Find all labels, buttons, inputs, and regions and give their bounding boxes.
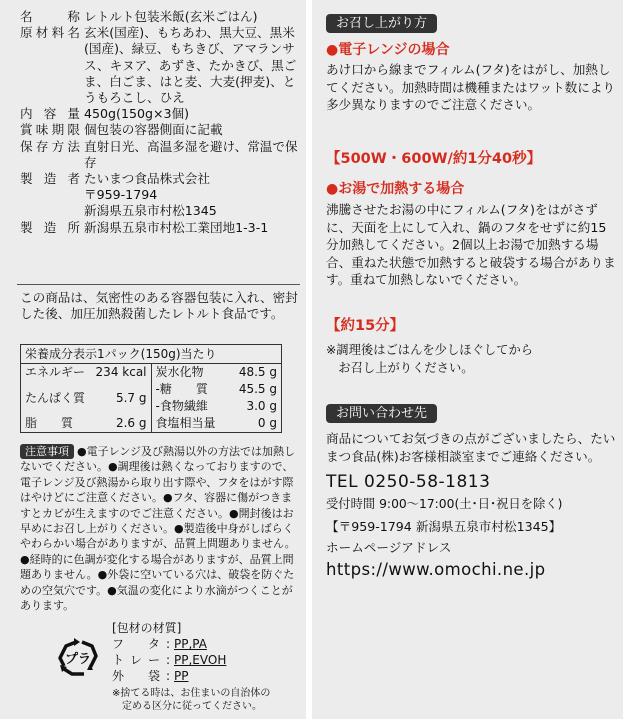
nutrition-row (152, 364, 282, 381)
contact-text: 商品についてお気づきの点がございましたら、たいまつ食品(株)お客様相談室までご連絡ください。 (326, 431, 616, 464)
nutrition-key: エネルギー (25, 365, 86, 379)
microwave-title: ●電子レンジの場合 (326, 42, 450, 58)
cooking-header: お召し上がり方 (326, 14, 437, 33)
packaging-label: トレー: (112, 653, 170, 667)
after-cook-note: ※調理後はごはんを少しほぐしてから お召し上がりください。 (326, 343, 534, 375)
spec-label: 名 称 (20, 9, 80, 24)
packaging-materials (112, 620, 226, 684)
product-note: この商品は、気密性のある容器包装に入れ、密封した後、加圧加熱殺菌したレトルト食品です。 (20, 290, 298, 322)
nutrition-row (152, 415, 282, 432)
nutrition-row (21, 381, 151, 415)
packaging-value: PP,EVOH (174, 653, 227, 667)
spec-value: 個包装の容器側面に記載 (84, 122, 223, 138)
caution-text: ●電子レンジ及び熱湯以外の方法では加熱しないでください。●調理後は熱くなっておりますので、電子レンジ及び熱湯から取り出す際や、フタをはがす際はやけどにご注意ください。●フタ、容器に傷がつきますとカビが生えますのでご注意ください。●開封後はお早めにお召し上がりください。●製造後中身がしばらくやわらかい場合がありますが、品質上問題ありません。●経時的に色調が変化する場合がありますが、品質上問題ありません。●外袋に空いている穴は、破袋を防ぐための空気穴です。●気温の変化により水滴がつくことがあります。 (20, 445, 296, 613)
spec-row-expiry (20, 122, 300, 138)
contact-address: 【〒959-1794 新潟県五泉市村松1345】 (326, 519, 562, 534)
spec-row-contents (20, 106, 300, 122)
nutrition-key: 脂 質 (25, 416, 74, 430)
nutrition-table (20, 344, 282, 433)
spec-value: 直射日光、高温多湿を避け、常温で保存 (84, 138, 298, 170)
divider (17, 284, 300, 285)
homepage-label: ホームページアドレス (326, 540, 452, 555)
packaging-value: PP,PA (174, 637, 207, 651)
spec-label: 製 造 所 (20, 219, 80, 235)
contact-tel: TEL 0250-58-1813 (326, 472, 491, 492)
nutrition-row (21, 415, 151, 432)
packaging-title: [包材の材質] (112, 621, 182, 635)
packaging-row (112, 652, 226, 668)
left-panel (0, 0, 306, 719)
nutrition-key: -食物繊維 (155, 399, 208, 413)
boil-title: ●お湯で加熱する場合 (326, 181, 465, 197)
packaging-value: PP (174, 669, 189, 683)
contact-hours: 受付時間 9:00〜17:00(土･日･祝日を除く) (326, 497, 563, 511)
nutrition-key: -糖 質 (155, 382, 208, 396)
spec-row-ingredients (20, 25, 300, 106)
spec-table (20, 9, 300, 236)
right-panel (312, 0, 623, 719)
spec-value: 玄米(国産)、もちあわ、黒大豆、黒米(国産)、緑豆、もちきび、アマランサス、キヌア、あずき、たかきび、黒ごま、白ごま、はと麦、大麦(押麦)、とうもろこし、ひえ (84, 25, 297, 106)
nutrition-row (152, 398, 282, 415)
nutrition-value: 3.0 g (246, 399, 277, 413)
nutrition-key: 炭水化物 (155, 365, 204, 379)
spec-row-name (20, 9, 300, 25)
nutrition-header: 栄養成分表示1パック(150g)当たり (21, 345, 281, 364)
microwave-text: あけ口から線までフィルム(フタ)をはがし、加熱してください。加熱時間は機種またはワット数により多少異なりますのでご注意ください。 (326, 62, 616, 112)
spec-row-factory (20, 220, 300, 236)
nutrition-key: 食塩相当量 (155, 416, 216, 430)
nutrition-value: 45.5 g (238, 382, 277, 396)
nutrition-value: 0 g (257, 416, 277, 430)
spec-row-storage (20, 139, 300, 171)
nutrition-value: 48.5 g (238, 365, 277, 379)
spec-label: 製 造 者 (20, 171, 80, 187)
spec-value: 450g(150g×3個) (84, 106, 190, 122)
spec-label: 原材料名 (20, 25, 80, 41)
spec-label: 賞味期限 (20, 122, 80, 138)
recycle-icon-label: プラ (64, 652, 92, 667)
spec-value: 新潟県五泉市村松工業団地1-3-1 (84, 219, 269, 235)
contact-header: お問い合わせ先 (326, 404, 437, 423)
nutrition-key: たんぱく質 (25, 391, 86, 405)
packaging-label: 外 袋: (112, 669, 170, 683)
homepage-url: https://www.omochi.ne.jp (326, 560, 546, 579)
packaging-row (112, 668, 226, 684)
nutrition-row (21, 364, 151, 381)
spec-label: 内 容 量 (20, 106, 80, 122)
recycle-pla-icon (56, 636, 100, 680)
caution-badge: 注意事項 (20, 444, 74, 459)
nutrition-value: 2.6 g (115, 416, 147, 430)
spec-label: 保存方法 (20, 138, 80, 154)
caution-notes (20, 444, 302, 613)
spec-value: たいまつ食品株式会社 〒959-1794 新潟県五泉市村松1345 (84, 171, 217, 219)
nutrition-value: 234 kcal (95, 365, 147, 379)
spec-row-maker (20, 171, 300, 220)
packaging-row (112, 636, 226, 652)
nutrition-row (152, 381, 282, 398)
nutrition-value: 5.7 g (115, 391, 147, 405)
boil-text: 沸騰させたお湯の中にフィルム(フタ)をはがさずに、天面を上にして入れ、鍋のフタをせずに約15分加熱してください。2個以上お湯で加熱する場合、重ねた状態で加熱すると破袋する場合があります。重ねて加熱しないでください。 (326, 202, 616, 287)
spec-value: レトルト包装米飯(玄米ごはん) (84, 9, 258, 24)
packaging-note: ※捨てる時は、お住まいの自治体の 定める区分に従ってください。 (112, 688, 271, 712)
microwave-time: 【500W・600W/約1分40秒】 (326, 151, 542, 167)
boil-time: 【約15分】 (326, 318, 405, 334)
packaging-label: フ タ: (112, 637, 170, 651)
